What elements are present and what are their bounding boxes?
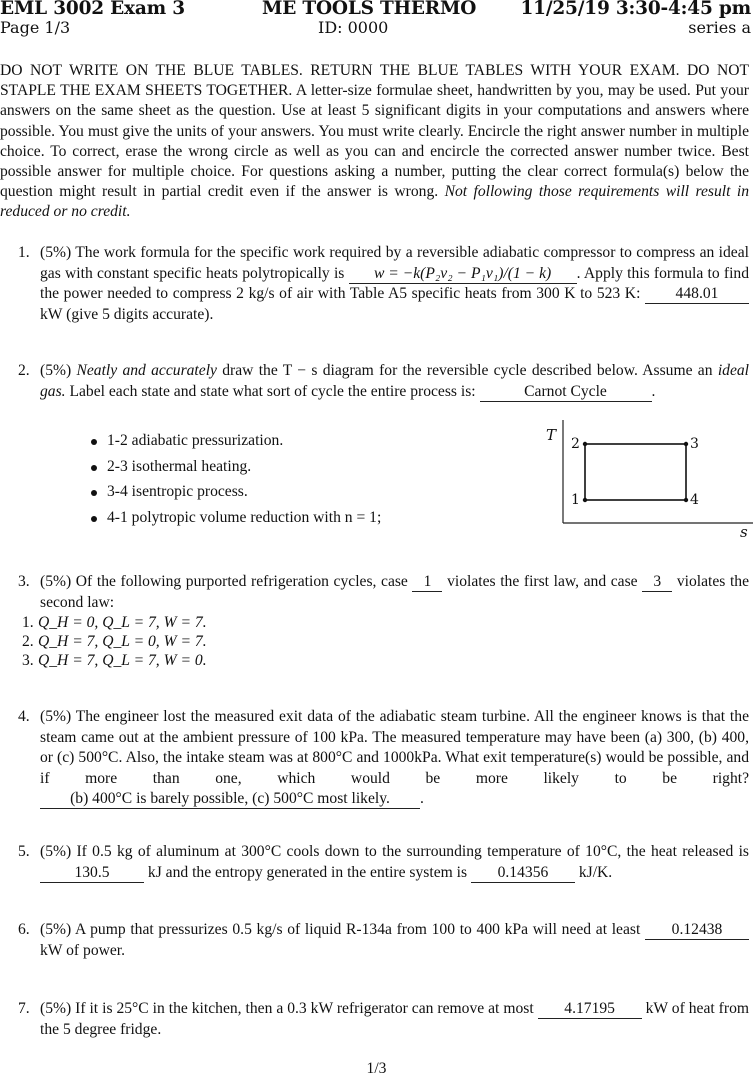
question-text: kW of heat from the 5 degree fridge. [40,1000,749,1038]
question-6 [18,920,749,961]
question-number: 4. [18,708,30,725]
state-label-3: 3 [690,436,699,452]
question-number: 7. [18,1000,30,1017]
course-title: EML 3002 Exam 3 [0,0,185,19]
question-text: kJ/K. [574,863,613,881]
question-text: (5%) If it is 25°C in the kitchen, then a 0.3 kW refrigerator can remove at most [40,1000,538,1017]
x-axis-label: s [740,523,748,541]
heat-answer-field[interactable]: 130.5 [40,864,144,883]
question-text: kW (give 5 digits accurate). [40,305,214,323]
student-id: ID: 0000 [318,18,389,37]
question-text: draw the T − s diagram for the reversible cycle described below. Assume an [216,362,718,379]
question-2 [18,361,749,402]
y-axis-label: T [546,426,557,444]
question-number: 1. [18,244,30,261]
exam-title: ME TOOLS THERMO [262,0,477,19]
question-text: . Apply this formula to find the power needed to compress 2 kg/s of air with Table A5 specific heats from 300 K to 523 K: [40,264,749,302]
instructions-warning: Not following those requirements will result in reduced or no credit. [0,183,749,221]
question-5 [18,842,749,883]
instructions-text: DO NOT WRITE ON THE BLUE TABLES. RETURN THE BLUE TABLES WITH YOUR EXAM. DO NOT STAPLE THE EXAM SHEETS TOGETHER. A letter-size formulae sheet, handwritten by you, may be used. Put your answers on the same sheet as the question. Use at least 5 significant digits in your computations and answers where possible. You must give the units of your answers. You must write clearly. Encircle the right answer number in multiple choice. To correct, erase the wrong circle as well as you can and encircle the corrected answer number twice. Best possible answer for multiple choice. For questions asking a number, putting the clear correct formula(s) below the question might result in partial credit even if the answer is wrong. [0,62,749,201]
case-item: 1. Q_H = 0, Q_L = 7, W = 7. [22,614,207,631]
question-number: 3. [18,573,30,590]
question-7 [18,999,749,1040]
answer-field[interactable]: (b) 400°C is barely possible, (c) 500°C most likely. [40,790,420,809]
question-text: (5%) If 0.5 kg of aluminum at 300°C cools down to the surrounding temperature of 10°C, the heat released is [40,843,749,860]
list-item: 1-2 adiabatic pressurization. [87,428,381,454]
page-indicator: Page 1/3 [0,18,71,37]
question-4 [18,707,749,810]
answer-field[interactable]: 4.17195 [538,1000,642,1019]
list-item: 2-3 isothermal heating. [87,454,381,480]
exam-datetime: 11/25/19 3:30-4:45 pm [520,0,751,19]
question-3 [18,572,750,670]
state-label-4: 4 [690,492,699,508]
formula-answer[interactable]: w = −k(P₂v₂ − P₁v₁)/(1 − k) [349,265,577,284]
question-text: . [651,382,656,400]
case-item: 3. Q_H = 7, Q_L = 7, W = 0. [22,652,207,669]
question-text: (5%) The engineer lost the measured exit data of the adiabatic steam turbine. All the engineer knows is that the steam came out at the ambient pressure of 100 kPa. The measured temperature may have been (a) 300, (b) 400, or (c) 500°C. Also, the intake steam was at 800°C and 1000kPa. What exit temperature(s) would be possible, and if more than one, which would be more likely to be right? [40,708,749,787]
question-text: . [420,790,424,807]
question-number: 5. [18,843,30,860]
state-label-2: 2 [571,436,580,452]
question-text: (5%) [40,362,77,379]
answer-field[interactable]: 448.01 [645,285,749,304]
question-text: Label each state and state what sort of cycle the entire process is: [65,382,480,400]
question-emphasis: ideal gas. [40,362,749,400]
question-number: 2. [18,362,30,379]
question-text: (5%) The work formula for the specific work required by a reversible adiabatic compressor to compress an ideal gas with constant specific heats polytropically is [40,244,749,282]
answer-field-second-law[interactable]: 3 [642,573,672,592]
question-number: 6. [18,921,30,938]
answer-field[interactable]: 0.12438 [645,921,749,940]
list-item: 3-4 isentropic process. [87,479,381,505]
page-footer: 1/3 [366,1060,387,1077]
question-emphasis: Neatly and accurately [76,362,217,379]
question-text: kJ and the entropy generated in the entire system is [144,863,471,881]
answer-field[interactable]: Carnot Cycle [480,383,652,402]
process-list [87,428,381,530]
question-text: kW of power. [40,941,126,959]
question-text: violates the first law, and case [442,573,643,590]
question-text: (5%) Of the following purported refrigeration cycles, case [40,573,413,590]
answer-field-first-law[interactable]: 1 [412,573,442,592]
ts-diagram [540,420,753,542]
instructions [0,61,749,223]
case-item: 2. Q_H = 7, Q_L = 0, W = 7. [22,633,207,650]
question-text: (5%) A pump that pressurizes 0.5 kg/s of liquid R-134a from 100 to 400 kPa will need at least [40,921,645,938]
question-text: violates the second law: [40,573,750,611]
entropy-answer-field[interactable]: 0.14356 [471,864,575,883]
series-label: series a [688,18,751,37]
list-item: 4-1 polytropic volume reduction with n = 1; [87,505,381,531]
question-1 [18,243,749,325]
state-label-1: 1 [571,492,580,508]
